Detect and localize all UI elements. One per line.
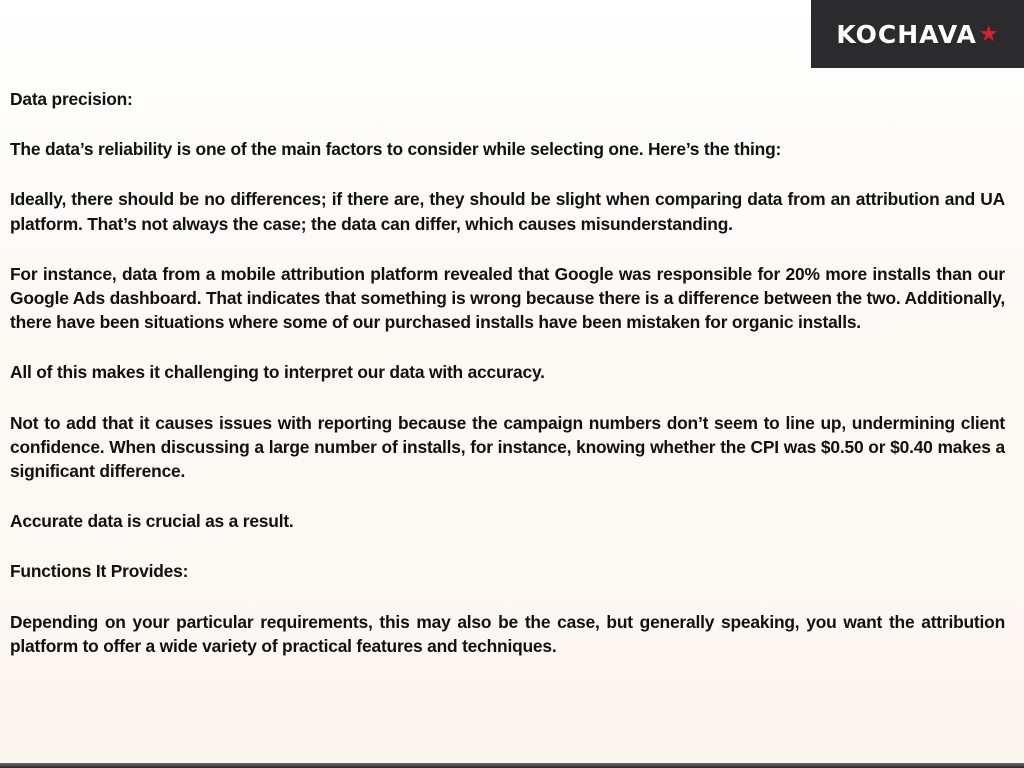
paragraph-accurate-data: Accurate data is crucial as a result.	[10, 511, 294, 532]
section-heading-data-precision: Data precision:	[10, 89, 133, 109]
paragraph-reporting: Not to add that it causes issues with reporting because the campaign numbers don’t seem to line up, undermining client confidence. When discussing a large number of installs, for instance, knowing whether the CPI was $0.50 or $0.40 makes a significant difference.	[10, 412, 1005, 482]
paragraph-differences: Ideally, there should be no differences; if there are, they should be slight when comparing data from an attribution and UA platform. That’s not always the case; the data can differ, which causes misunderstanding.	[10, 189, 1005, 234]
paragraph-reliability: The data’s reliability is one of the main factors to consider while selecting one. Here’s the thing:	[10, 139, 782, 160]
logo-wordmark: KOCHAVA	[836, 19, 977, 49]
paragraph-challenge: All of this makes it challenging to interpret our data with accuracy.	[10, 362, 545, 383]
section-heading-functions: Functions It Provides:	[10, 561, 189, 582]
article-body	[10, 87, 1005, 684]
bottom-divider	[0, 763, 1024, 768]
paragraph-features: Depending on your particular requirements, this may also be the case, but generally speaking, you want the attribution platform to offer a wide variety of practical features and techniques.	[10, 611, 1005, 656]
kochava-logo	[811, 0, 1024, 68]
star-icon: ★	[978, 21, 999, 46]
paragraph-example: For instance, data from a mobile attribution platform revealed that Google was responsible for 20% more installs than our Google Ads dashboard. That indicates that something is wrong because there is a difference between the two. Additionally, there have been situations where some of our purchased installs have been mistaken for organic installs.	[10, 263, 1005, 333]
